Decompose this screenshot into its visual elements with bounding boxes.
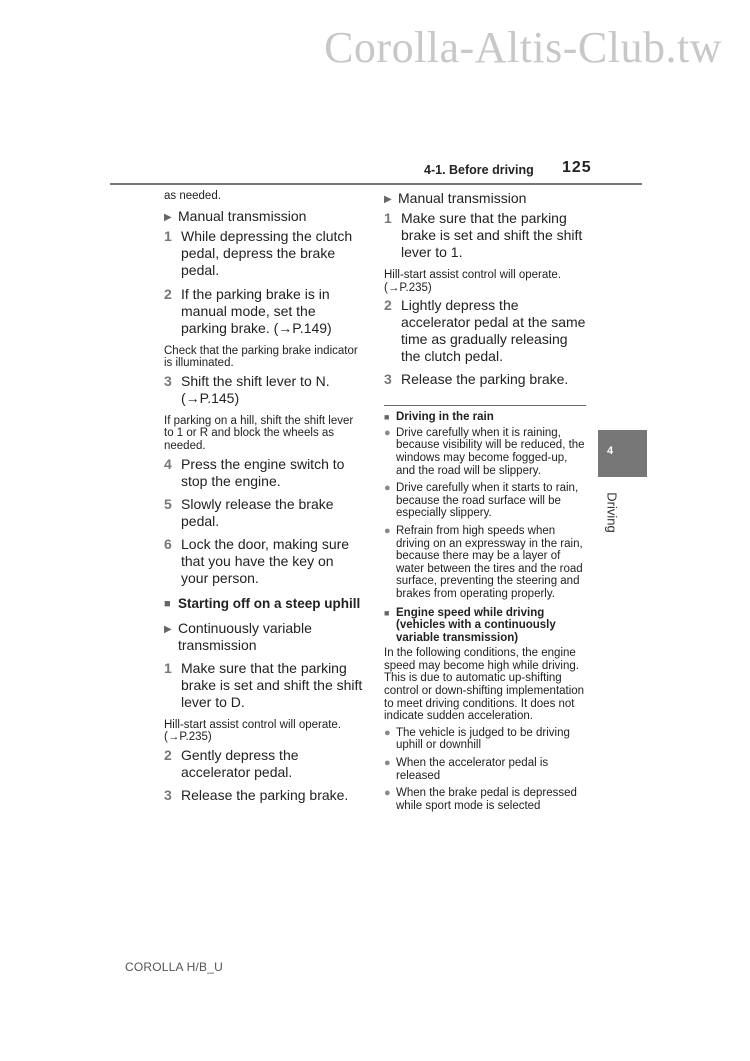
circle-bullet-icon: ●: [384, 787, 391, 800]
left-column: [164, 190, 364, 808]
circle-bullet-icon: ●: [384, 482, 391, 495]
step-number: 3: [384, 371, 392, 388]
heading-label: Starting off on a steep uphill: [178, 595, 361, 611]
step-text: Lightly depress the accelerator pedal at the same time as gradually releasing the clutch pedal.: [401, 297, 586, 365]
step-number: 2: [164, 285, 172, 302]
list-item: [384, 727, 586, 752]
step-number: 2: [164, 746, 172, 763]
chapter-tab: [598, 430, 647, 477]
square-bullet-icon: ■: [384, 607, 390, 618]
list-item: [384, 525, 586, 601]
step-item: [164, 496, 364, 530]
step-item: [384, 297, 586, 365]
continuation-text: as needed.: [164, 190, 221, 202]
step-item: [164, 228, 364, 279]
step-text: Shift the shift lever to N. (→P.145): [181, 372, 330, 406]
bullet-text: The vehicle is judged to be driving uphill or downhill: [396, 726, 570, 752]
bullet-text: Drive carefully when it is raining, because visibility will be reduced, the windows may become fogged-up, and the road will be slippery.: [396, 426, 585, 477]
list-item: [384, 427, 586, 477]
bullet-text: When the brake pedal is depressed while sport mode is selected: [396, 787, 577, 812]
step-text: Release the parking brake.: [401, 371, 569, 388]
step-text: Lock the door, making sure that you have the key on your person.: [181, 535, 350, 586]
paragraph: In the following conditions, the engine speed may become high while driving. This is due to automatic up-shifting control or down-shifting implementation to meet driving conditions. It does not indicate sudden acceleration.: [384, 647, 585, 723]
subheading-manual: [164, 208, 364, 225]
heading-label: Driving in the rain: [396, 411, 494, 424]
step-item: [164, 286, 364, 337]
step-text: Press the engine switch to stop the engine.: [181, 455, 345, 489]
step-text: If the parking brake is in manual mode, set the parking brake. (→P.149): [181, 285, 332, 336]
subheading-manual: [384, 190, 586, 207]
step-number: 1: [164, 227, 172, 244]
section-title: 4-1. Before driving: [424, 163, 534, 177]
square-bullet-icon: ■: [164, 597, 171, 610]
list-item: [384, 757, 586, 782]
triangle-right-icon: ▶: [384, 194, 392, 205]
step-number: 2: [384, 297, 392, 314]
step-item: [164, 536, 364, 587]
right-column: [384, 190, 586, 817]
triangle-right-icon: ▶: [164, 211, 172, 223]
step-item: [164, 787, 364, 804]
step-text: While depressing the clutch pedal, depress the brake pedal.: [181, 227, 353, 278]
step-text: Make sure that the parking brake is set and shift the shift lever to D.: [181, 659, 363, 710]
section-heading: [164, 595, 364, 612]
step-number: 5: [164, 495, 172, 512]
step-number: 3: [164, 372, 172, 389]
heading-label: Engine speed while driving (vehicles with a continuously variable transmission): [396, 606, 556, 644]
rain-heading: [384, 411, 586, 424]
step-item: [384, 371, 586, 388]
note-text: If parking on a hill, shift the shift lever to 1 or R and block the wheels as needed.: [164, 414, 354, 452]
step-number: 1: [164, 659, 172, 676]
step-number: 3: [164, 786, 172, 803]
step-item: [164, 456, 364, 490]
step-number: 4: [164, 455, 172, 472]
bullet-text: When the accelerator pedal is released: [396, 757, 549, 782]
section-divider: [384, 405, 586, 406]
circle-bullet-icon: ●: [384, 726, 391, 739]
subheading-label: Continuously variable transmission: [178, 619, 312, 653]
step-item: [164, 747, 364, 781]
triangle-right-icon: ▶: [164, 623, 172, 635]
step-item: [164, 373, 364, 407]
circle-bullet-icon: ●: [384, 426, 391, 439]
chapter-label: Driving: [604, 492, 620, 533]
note-text: Check that the parking brake indicator is illuminated.: [164, 344, 358, 370]
page-number: 125: [562, 159, 592, 176]
note-text: Hill-start assist control will operate. (→P.235): [164, 718, 342, 744]
step-number: 1: [384, 210, 392, 226]
step-text: Release the parking brake.: [181, 786, 349, 803]
step-text: Slowly release the brake pedal.: [181, 495, 334, 529]
circle-bullet-icon: ●: [384, 757, 391, 770]
step-text: Gently depress the accelerator pedal.: [181, 746, 299, 780]
subheading-label: Manual transmission: [398, 190, 527, 206]
chapter-number: 4: [607, 445, 614, 457]
header-rule: [110, 183, 642, 185]
step-item: [384, 210, 586, 261]
step-item: [164, 660, 364, 711]
watermark: Corolla-Altis-Club.tw: [324, 23, 722, 72]
subheading-cvt: [164, 620, 364, 654]
list-item: [384, 482, 586, 520]
square-bullet-icon: ■: [384, 412, 390, 423]
step-number: 6: [164, 535, 172, 552]
step-text: Make sure that the parking brake is set and shift the shift lever to 1.: [401, 210, 583, 260]
circle-bullet-icon: ●: [384, 524, 391, 537]
footer-text: COROLLA H/B_U: [125, 960, 223, 974]
bullet-text: Drive carefully when it starts to rain, because the road surface will be especially slippery.: [396, 482, 579, 520]
subheading-label: Manual transmission: [178, 207, 307, 224]
note-text: Hill-start assist control will operate. (→P.235): [384, 269, 562, 294]
list-item: [384, 787, 586, 812]
engine-speed-heading: [384, 607, 586, 645]
bullet-text: Refrain from high speeds when driving on an expressway in the rain, because there may be a layer of water between the tires and the road surface, preventing the steering and brakes from operating properly.: [396, 524, 583, 600]
